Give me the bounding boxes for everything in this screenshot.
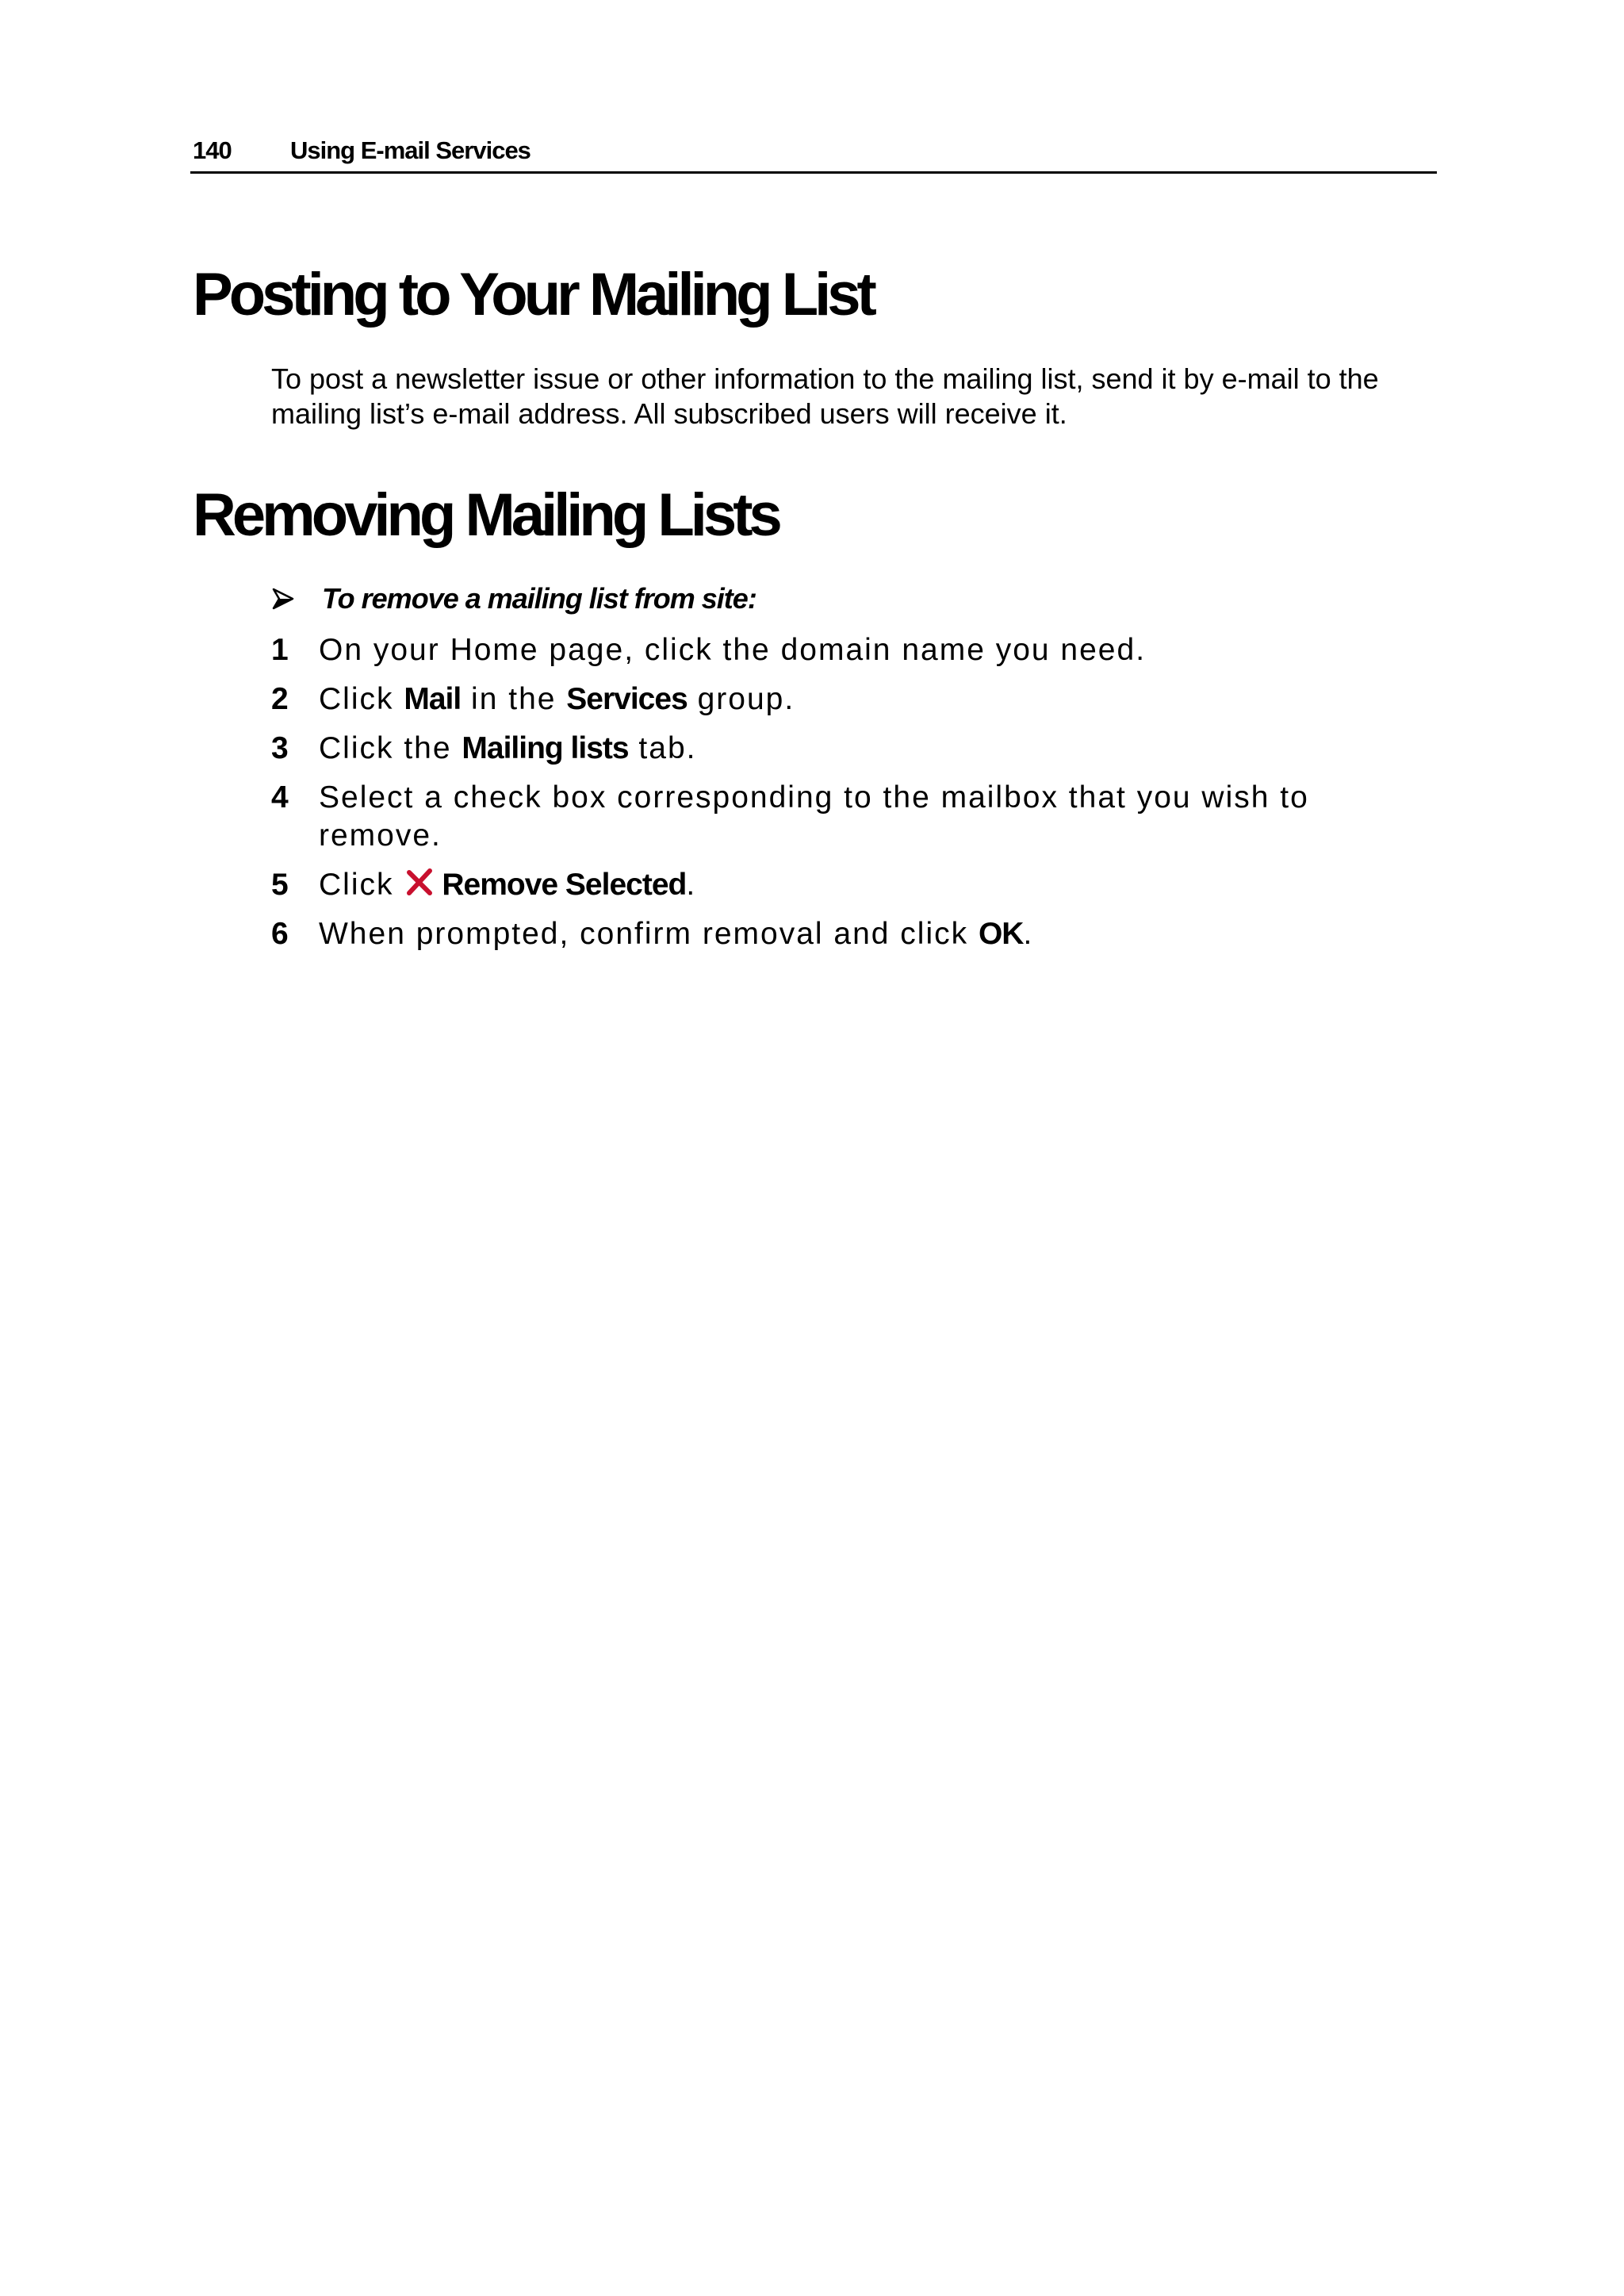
remove-x-icon (404, 866, 435, 898)
step-1 (271, 631, 1413, 669)
ui-term-ok: OK (978, 917, 1024, 951)
step-4 (271, 779, 1413, 855)
step-2 (271, 680, 1413, 719)
step-number: 2 (271, 682, 289, 716)
step-text: . (686, 868, 697, 902)
step-text: . (1023, 917, 1034, 951)
step-text: tab. (628, 731, 697, 765)
step-text: Click the (319, 731, 462, 765)
procedure-title-text: To remove a mailing list from site: (322, 582, 756, 615)
step-text: in the (461, 682, 567, 716)
page-header (190, 133, 1437, 174)
section-heading-removing: Removing Mailing Lists (193, 481, 779, 549)
step-text: Click (319, 682, 404, 716)
running-title: Using E-mail Services (290, 136, 530, 164)
ui-term-mail: Mail (404, 682, 462, 716)
step-number: 4 (271, 780, 289, 815)
step-text: Click (319, 868, 404, 902)
step-3 (271, 730, 1413, 768)
step-number: 1 (271, 633, 289, 667)
ui-term-mailing-lists: Mailing lists (462, 731, 629, 765)
step-text: When prompted, confirm removal and click (319, 917, 979, 951)
procedure-title (271, 582, 756, 615)
steps-list (271, 631, 1413, 964)
posting-paragraph: To post a newsletter issue or other information to the mailing list, send it by e-mail to the mailing list’s e-mail address. All subscribed users will receive it. (271, 362, 1379, 430)
page-number: 140 (193, 136, 232, 164)
step-5 (271, 866, 1413, 904)
step-number: 6 (271, 917, 289, 951)
ui-term-services: Services (566, 682, 688, 716)
step-text: Select a check box corresponding to the mailbox that you wish to remove. (319, 780, 1309, 853)
section-heading-posting: Posting to Your Mailing List (193, 261, 873, 328)
step-number: 5 (271, 868, 289, 902)
ui-term-remove-selected: Remove Selected (442, 868, 687, 902)
step-number: 3 (271, 731, 289, 765)
arrow-bullet-icon (271, 587, 295, 611)
step-text: On your Home page, click the domain name you need. (319, 633, 1147, 667)
step-6 (271, 915, 1413, 953)
step-text: group. (687, 682, 795, 716)
